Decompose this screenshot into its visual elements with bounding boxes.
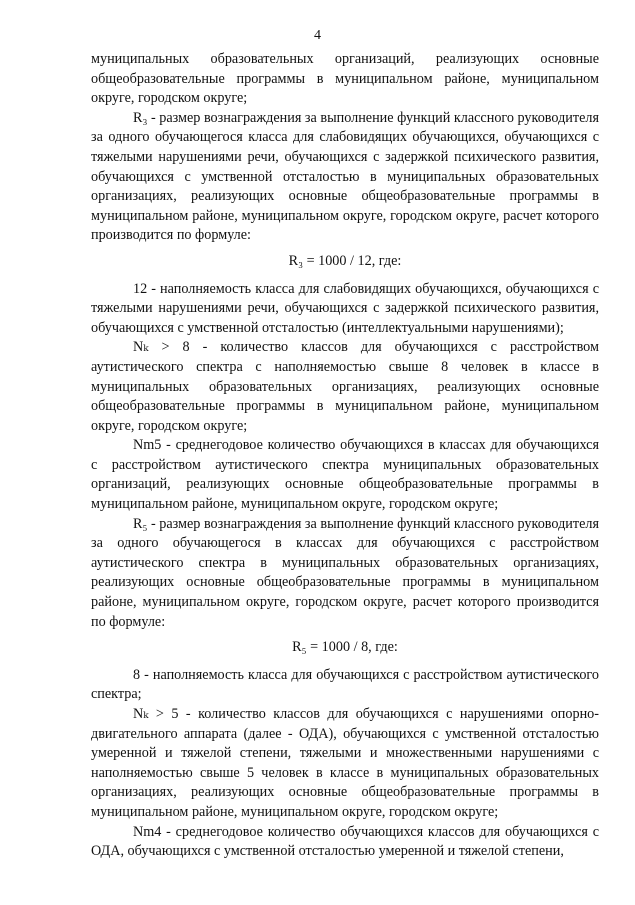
paragraph-nk5-definition: Nₖ > 5 - количество классов для обучающихся с нарушениями опорно-двигательного аппарата (далее - ОДА), обучающихся с умственной отсталостью умеренной и тяжелой степени, тяжелыми и множественными нарушениями с наполняемостью свыше 5 человек в классе в муниципальных образовательных организациях, реализующих основные общеобразовательные программы в муниципальном районе, муниципальном округе, городском округе; — [91, 706, 599, 820]
formula-r3: R₃ = 1000 / 12, где: — [288, 252, 402, 269]
paragraph-nk8-definition: Nₖ > 8 - количество классов для обучающихся с расстройством аутистического спектра с наполняемостью свыше 8 человек в классе в муниципальных образовательных организациях, реализующих основные общеобразовательные программы в муниципальном районе, муниципальном округе, городском округе; — [91, 339, 599, 434]
paragraph-8-definition: 8 - наполняемость класса для обучающихся с расстройством аутистического спектра; — [91, 666, 599, 703]
paragraph-r5-definition: R₅ - размер вознаграждения за выполнение функций классного руководителя за одного обучающегося в классах для обучающихся с расстройством аутистического спектра в муниципальных образовательных организациях, реализующих основные общеобразовательные программы в муниципальном районе, муниципальном округе, городском округе, расчет которого производится по формуле: — [91, 515, 599, 630]
formula-r5: R₅ = 1000 / 8, где: — [292, 639, 398, 656]
paragraph-nm4-definition: Nm4 - среднегодовое количество обучающихся классов для обучающихся с ОДА, обучающихся с умственной отсталостью умеренной и тяжелой степени, — [91, 823, 599, 860]
paragraph-continuation: муниципальных образовательных организаций, реализующих основные общеобразовательные программы в муниципальном районе, муниципальном округе, городском округе; — [91, 51, 599, 107]
paragraph-nm5-definition: Nm5 - среднегодовое количество обучающихся в классах для обучающихся с расстройством аутистического спектра муниципальных образовательных организаций, реализующих основные общеобразовательные программы в муниципальном районе, муниципальном округе, городском округе; — [91, 437, 599, 513]
page-number: 4 — [314, 28, 321, 43]
document-body — [91, 50, 599, 862]
paragraph-12-definition: 12 - наполняемость класса для слабовидящих обучающихся, обучающихся с тяжелыми нарушениями речи, обучающихся с задержкой психического развития, обучающихся с умственной отсталостью (интеллектуальными нарушениями); — [91, 280, 599, 336]
paragraph-r3-definition: R₃ - размер вознаграждения за выполнение функций классного руководителя за одного обучающегося класса для слабовидящих обучающихся, обучающихся с тяжелыми нарушениями речи, обучающихся с задержкой психического развития, обучающихся с умственной отсталостью в муниципальных образовательных организациях, реализующих основные общеобразовательные программы в муниципальном районе, муниципальном округе, городском округе, расчет которого производится по формуле: — [91, 109, 599, 244]
